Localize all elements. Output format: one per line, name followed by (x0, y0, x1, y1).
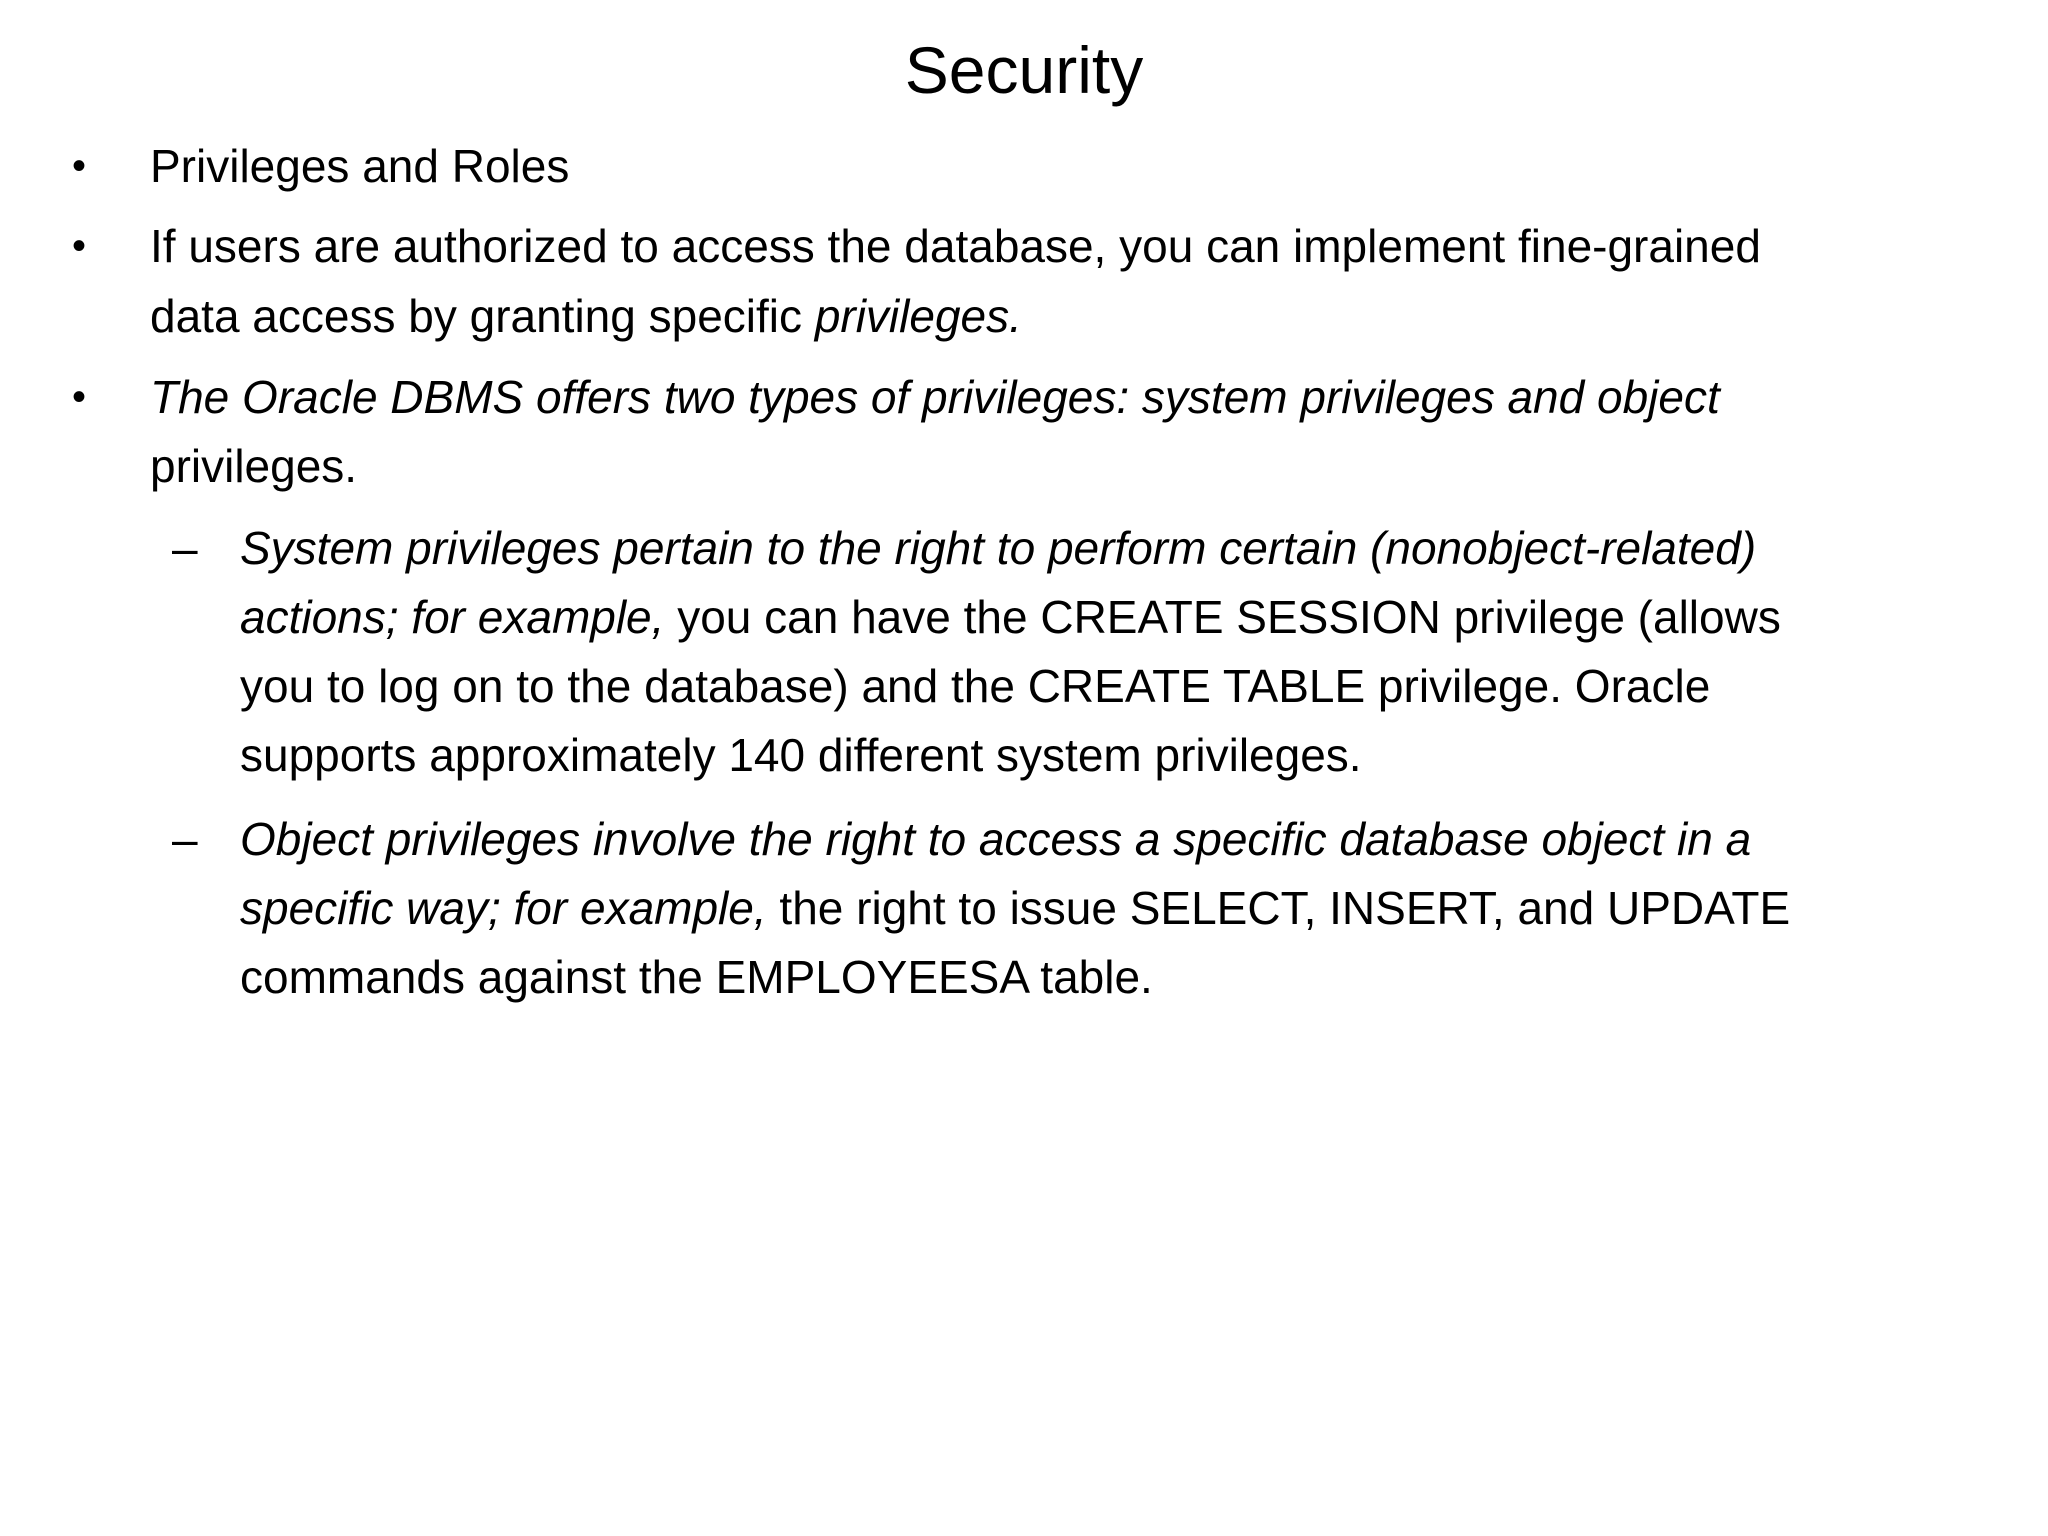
text-run-italic: System privileges pertain to the right to perform certain (nonobject-related) (240, 522, 1757, 574)
text-run-italic: specific way; for example, (240, 882, 767, 934)
text-run: supports approximately 140 different system privileges. (240, 729, 1362, 781)
bullet-marker: • (72, 224, 87, 268)
text-run: If users are authorized to access the database, you can implement fine-grained (150, 220, 1761, 272)
sub-bullet-marker: – (172, 522, 198, 574)
bullet-line (150, 132, 569, 201)
text-run-italic: Object privileges involve the right to access a specific database object in a (240, 813, 1752, 865)
bullet-marker: • (72, 375, 87, 419)
bullet-marker: • (72, 144, 87, 188)
bullet-line (150, 432, 357, 501)
text-run-italic: The Oracle DBMS offers two types of privileges: system privileges and object (150, 371, 1720, 423)
sub-bullet-line (240, 652, 1710, 721)
text-run: you to log on to the database) and the CREATE TABLE privilege. Oracle (240, 660, 1711, 712)
sub-bullet-line (240, 721, 1362, 790)
text-run: privileges. (150, 440, 358, 492)
bullet-line (150, 282, 1022, 351)
sub-bullet-line (240, 874, 1790, 943)
sub-bullet-marker: – (172, 813, 198, 865)
text-run-italic: actions; for example, (240, 591, 665, 643)
text-run: commands against the EMPLOYEESA table. (240, 951, 1153, 1003)
bullet-line (150, 212, 1761, 281)
sub-bullet-line (240, 583, 1781, 652)
text-run: you can have the CREATE SESSION privilege (allows (664, 591, 1781, 643)
text-run: the right to issue SELECT, INSERT, and UPDATE (766, 882, 1791, 934)
text-run-italic: privileges. (814, 290, 1022, 342)
bullet-line (150, 363, 1720, 432)
sub-bullet-line (240, 943, 1153, 1012)
slide-title: Security (904, 33, 1144, 107)
text-run: Privileges and Roles (150, 140, 570, 192)
sub-bullet-line (240, 514, 1756, 583)
text-run: data access by granting specific (150, 290, 815, 342)
sub-bullet-line (240, 805, 1751, 874)
